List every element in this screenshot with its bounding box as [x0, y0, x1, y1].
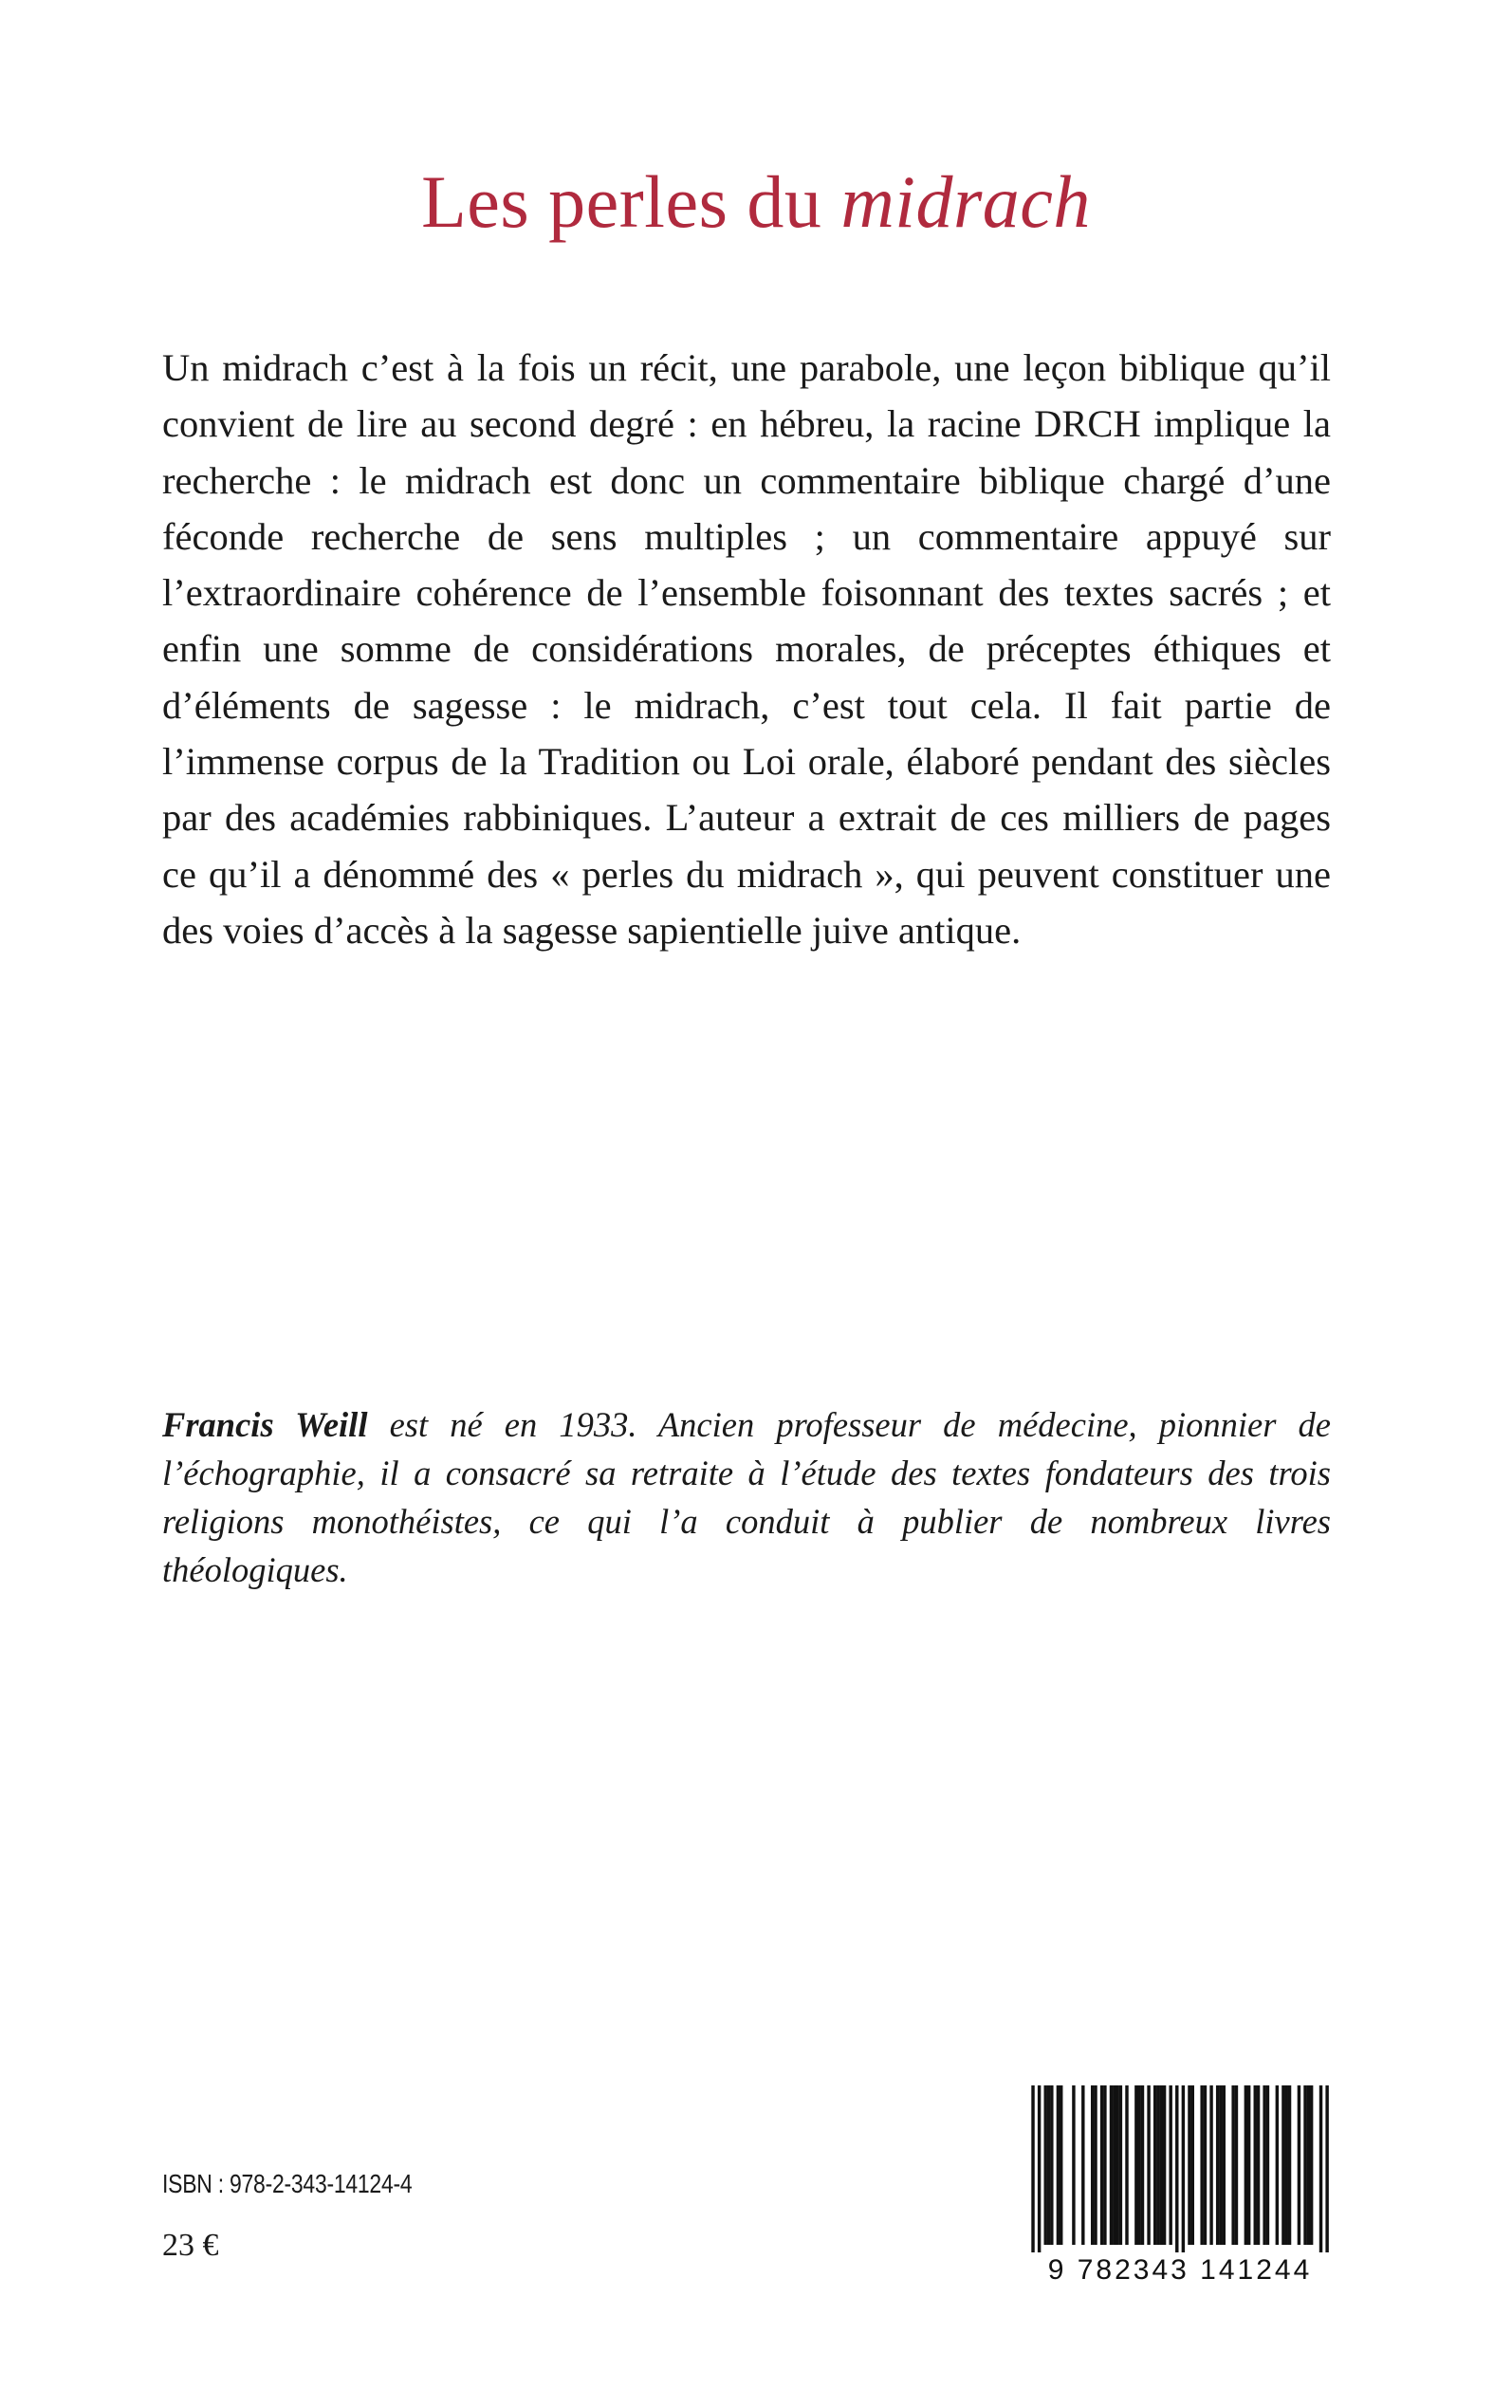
barcode-digits: 9 782343 141244	[1047, 2254, 1313, 2286]
author-name: Francis Weill	[162, 1405, 368, 1444]
barcode-bar	[1163, 2085, 1166, 2245]
barcode-bar	[1050, 2085, 1053, 2245]
barcode-bar	[1307, 2085, 1310, 2245]
barcode-bar	[1119, 2085, 1122, 2245]
barcode-bar	[1209, 2085, 1212, 2245]
barcode-bar	[1043, 2085, 1046, 2245]
title-italic: midrach	[840, 160, 1091, 243]
isbn: ISBN : 978-2-343-14124-4	[162, 2169, 413, 2198]
barcode-bar	[1191, 2085, 1194, 2245]
barcode-bar	[1103, 2085, 1106, 2245]
barcode-bar	[1235, 2085, 1238, 2245]
barcode-bar	[1057, 2085, 1060, 2245]
barcode-bar	[1182, 2085, 1185, 2252]
barcode-bar	[1276, 2085, 1279, 2245]
barcode-bar	[1288, 2085, 1291, 2245]
barcode-bar	[1231, 2085, 1234, 2245]
barcode-bar	[1113, 2085, 1116, 2245]
barcode-bar	[1147, 2085, 1150, 2245]
barcode-bar	[1263, 2085, 1265, 2245]
barcode-bar	[1060, 2085, 1062, 2245]
barcode-bar	[1081, 2085, 1084, 2245]
barcode-bar	[1091, 2085, 1094, 2245]
barcode-bar	[1141, 2085, 1144, 2245]
barcode-bar	[1245, 2085, 1247, 2245]
barcode-bar	[1094, 2085, 1097, 2245]
barcode-bar	[1116, 2085, 1118, 2245]
barcode-bar	[1031, 2085, 1034, 2252]
book-title	[0, 159, 1512, 245]
barcode-bar	[1072, 2085, 1075, 2245]
barcode-bar	[1285, 2085, 1288, 2245]
barcode-bar	[1100, 2085, 1103, 2245]
barcode-bar	[1047, 2085, 1050, 2245]
book-description: Un midrach c’est à la fois un récit, une parabole, une leçon biblique qu’il convient de lire au second degré : en hébreu, la racine DRCH implique la recherche : le midrach est donc un commentaire biblique chargé d’une féconde recherche de sens multiples ; un commentaire appuyé sur l’extraordinaire cohérence de l’ensemble foisonnant des textes sacrés ; et enfin une somme de considérations morales, de préceptes éthiques et d’éléments de sagesse : le midrach, c’est tout cela. Il fait partie de l’immense corpus de la Tradition ou Loi orale, élaboré pendant des siècles par des académies rabbiniques. L’auteur a extrait de ces milliers de pages ce qu’il a dénommé des « perles du midrach », qui peuvent constituer une des voies d’accès à la sagesse sapientielle juive antique.	[162, 346, 1331, 952]
author-bio-text: est né en 1933. Ancien professeur de médecine, pionnier de l’échographie, il a consacré sa retraite à l’étude des textes fondateurs des trois religions monothéistes, ce qui l’a conduit à publier de nombreux livres théologiques.	[162, 1405, 1331, 1589]
barcode	[1028, 2085, 1332, 2290]
barcode-bar	[1134, 2085, 1137, 2245]
barcode-bar	[1257, 2085, 1260, 2245]
barcode-bars	[1028, 2085, 1332, 2252]
barcode-bar	[1303, 2085, 1306, 2245]
barcode-bar	[1175, 2085, 1178, 2252]
title-main: Les perles du	[421, 160, 841, 243]
barcode-bar	[1219, 2085, 1222, 2245]
barcode-bar	[1204, 2085, 1207, 2245]
barcode-bar	[1188, 2085, 1190, 2245]
author-bio	[162, 1400, 1331, 1594]
barcode-bar	[1319, 2085, 1322, 2252]
price: 23 €	[162, 2228, 219, 2263]
barcode-bar	[1216, 2085, 1219, 2245]
barcode-bar	[1282, 2085, 1284, 2245]
barcode-bar	[1310, 2085, 1313, 2245]
barcode-bar	[1325, 2085, 1328, 2252]
barcode-bar	[1200, 2085, 1203, 2245]
barcode-bar	[1110, 2085, 1113, 2245]
barcode-bar	[1125, 2085, 1128, 2245]
barcode-bar	[1223, 2085, 1226, 2245]
barcode-bar	[1153, 2085, 1156, 2245]
barcode-bar	[1254, 2085, 1257, 2245]
barcode-bar	[1298, 2085, 1300, 2245]
barcode-bar	[1169, 2085, 1171, 2245]
barcode-bar	[1266, 2085, 1269, 2245]
barcode-bar	[1247, 2085, 1250, 2245]
barcode-bar	[1137, 2085, 1140, 2245]
barcode-bar	[1038, 2085, 1041, 2252]
barcode-bar	[1156, 2085, 1159, 2245]
barcode-bar	[1160, 2085, 1163, 2245]
